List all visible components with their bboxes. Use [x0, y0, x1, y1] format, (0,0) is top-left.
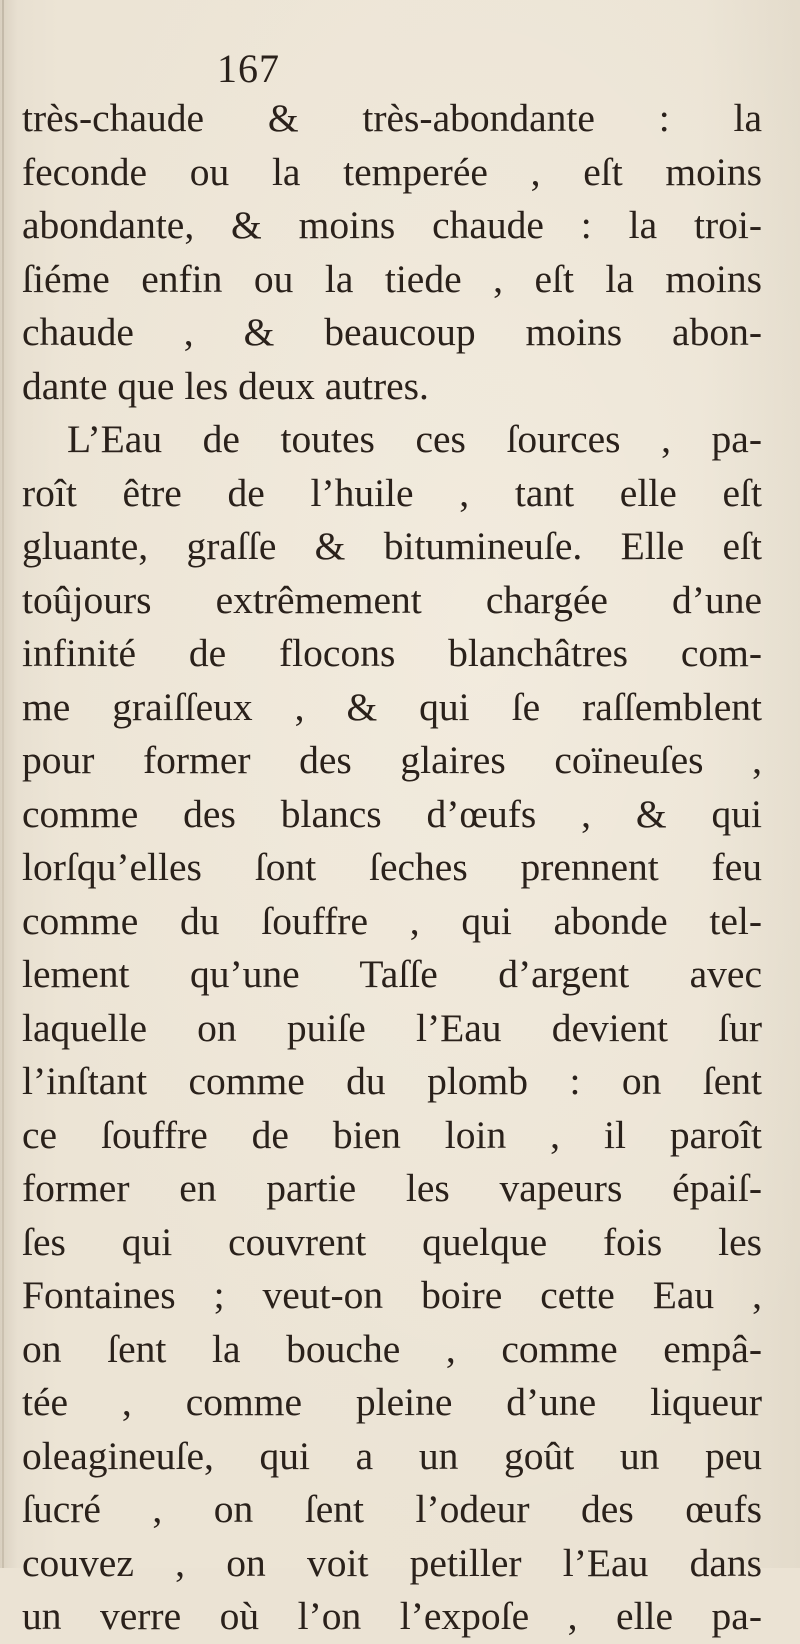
text-line: pour former des glaires coïneuſes , [22, 738, 762, 782]
text-line: feconde ou la temperée , eſt moins [22, 149, 762, 194]
text-line: infinité de flocons blanchâtres com- [22, 631, 762, 675]
text-line: L’Eau de toutes ces ſources , pa- [67, 417, 762, 461]
text-line: roît être de l’huile , tant elle eſt [22, 470, 762, 515]
text-line: Fontaines ; veut-on boire cette Eau , [22, 1273, 762, 1317]
page-number: 167 [217, 46, 280, 91]
text-line: abondante, & moins chaude : la troi- [22, 203, 762, 247]
text-line: très-chaude & très-abondante : la [22, 96, 762, 140]
text-line: un verre où l’on l’expoſe , elle pa- [22, 1594, 762, 1638]
text-line: l’inſtant comme du plomb : on ſent [22, 1059, 762, 1103]
text-line: ſiéme enfin ou la tiede , eſt la moins [22, 256, 762, 301]
text-line: lement qu’une Taſſe d’argent avec [22, 952, 762, 996]
page-gutter [2, 0, 4, 1568]
text-line: gluante, graſſe & bitumineuſe. Elle eſt [22, 524, 762, 568]
text-line: ce ſouffre de bien loin , il paroît [22, 1112, 762, 1157]
text-line: ſucré , on ſent l’odeur des œufs [22, 1487, 762, 1531]
text-line: lorſqu’elles ſont ſeches prennent feu [22, 845, 762, 889]
text-line: oleagineuſe, qui a un goût un peu [22, 1433, 762, 1478]
text-line: laquelle on puiſe l’Eau devient ſur [22, 1005, 762, 1050]
text-line: ſes qui couvrent quelque fois les [22, 1219, 762, 1264]
text-line: toûjours extrêmement chargée d’une [22, 577, 762, 622]
body-text [22, 92, 762, 1644]
text-line: comme des blancs d’œufs , & qui [22, 791, 762, 836]
text-line: comme du ſouffre , qui abonde tel- [22, 898, 762, 943]
text-line: former en partie les vapeurs épaiſ- [22, 1166, 762, 1210]
text-line: chaude , & beaucoup moins abon- [22, 310, 762, 354]
text-line: on ſent la bouche , comme empâ- [22, 1326, 762, 1371]
text-line: dante que les deux autres. [22, 363, 429, 408]
text-line: me graiſſeux , & qui ſe raſſemblent [22, 684, 762, 729]
text-line: couvez , on voit petiller l’Eau dans [22, 1540, 762, 1585]
text-line: tée , comme pleine d’une liqueur [22, 1380, 762, 1424]
